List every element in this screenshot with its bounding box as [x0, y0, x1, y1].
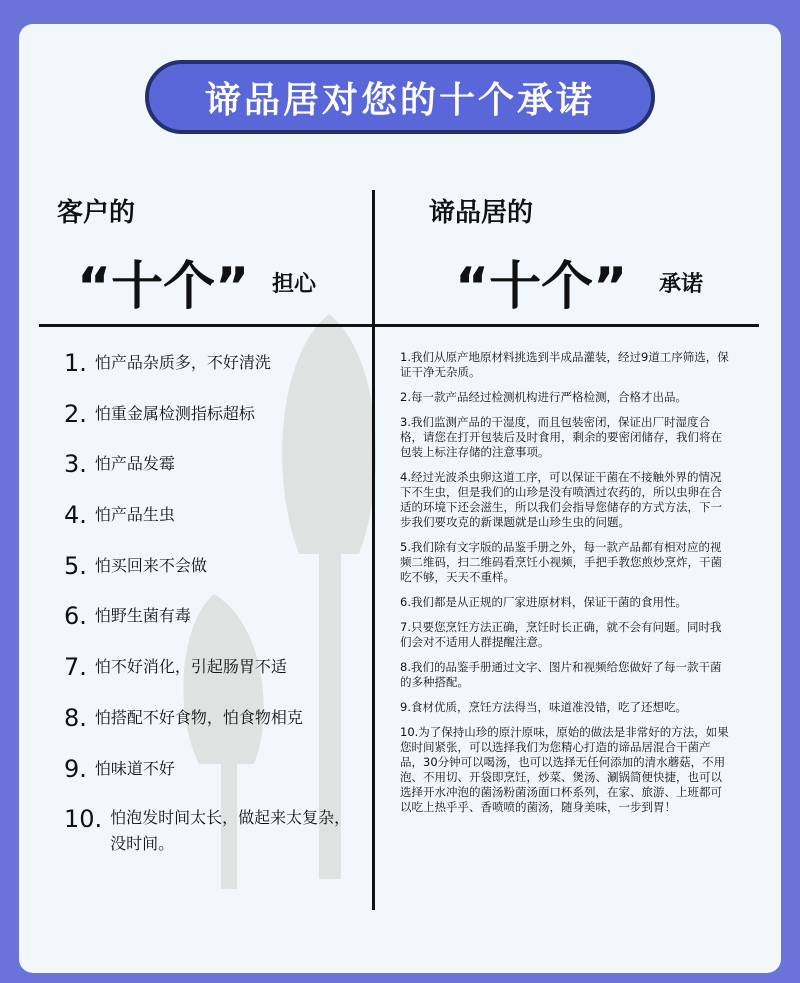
- list-item: 5. 怕买回来不会做: [64, 551, 207, 580]
- left-header-line1: 客户的: [57, 198, 136, 228]
- right-header-big: “十个”: [455, 257, 628, 317]
- title-banner: [145, 60, 655, 134]
- list-item: 3.我们监测产品的干湿度，而且包装密闭，保证出厂时湿度合格，请您在打开包装后及时食用，剩余的要密闭储存，我们将在包装上标注存储的注意事项。: [400, 415, 722, 459]
- list-item: 2.每一款产品经过检测机构进行严格检测，合格才出品。: [400, 390, 687, 404]
- list-item: 4. 怕产品生虫: [64, 501, 175, 530]
- promises-list: [400, 350, 730, 825]
- content-panel: [19, 24, 781, 973]
- list-item: 5.我们除有文字版的品鉴手册之外，每一款产品都有相对应的视频二维码，扫二维码看烹饪小视频，手把手教您煎炒烹炸，干菌吃不够，天天不重样。: [400, 540, 722, 584]
- list-item: 8. 怕搭配不好食物，怕食物相克: [64, 703, 303, 732]
- list-item: 4.经过光波杀虫卵这道工序，可以保证干菌在不接触外界的情况下不生虫，但是我们的山珍是没有喷洒过农药的，所以虫卵在合适的环境下还会滋生，所以我们会指导您储存的方式方法，下一步我们要攻克的新课题就是山珍生虫的问题。: [400, 470, 722, 529]
- right-header-line1: 谛品居的: [429, 198, 534, 228]
- list-item: 8.我们的品鉴手册通过文字、图片和视频给您做好了每一款干菌的多种搭配。: [400, 660, 722, 689]
- list-item: 9.食材优质，烹饪方法得当，味道准没错，吃了还想吃。: [400, 700, 687, 714]
- horizontal-divider: [39, 324, 759, 327]
- list-item: 3. 怕产品发霉: [64, 450, 175, 479]
- right-header-suffix: 承诺: [659, 272, 704, 297]
- list-item: 7.只要您烹饪方法正确，烹饪时长正确，就不会有问题。同时我们会对不适用人群提醒注意。: [400, 620, 722, 649]
- page-title: 谛品居对您的十个承诺: [204, 79, 595, 121]
- list-item: 6.我们都是从正规的厂家进原材料，保证干菌的食用性。: [400, 595, 687, 609]
- worries-list: [64, 349, 364, 857]
- list-item: 1.我们从原产地原材料挑选到半成品灌装，经过9道工序筛选，保证干净无杂质。: [400, 350, 729, 379]
- list-item: 2. 怕重金属检测指标超标: [64, 399, 255, 428]
- list-item: 1. 怕产品杂质多，不好清洗: [64, 349, 271, 377]
- left-header-big: “十个”: [77, 257, 250, 317]
- vertical-divider: [372, 190, 375, 910]
- list-item: 10. 怕泡发时间太长，做起来太复杂，没时间。: [64, 805, 351, 854]
- list-item: 9. 怕味道不好: [64, 754, 175, 783]
- list-item: 6. 怕野生菌有毒: [64, 602, 191, 631]
- left-header-suffix: 担心: [272, 272, 317, 297]
- list-item: 10.为了保持山珍的原汁原味，原始的做法是非常好的方法，如果您时间紧张，可以选择我们为您精心打造的谛品居混合干菌产品，30分钟可以喝汤，也可以选择无任何添加的清水蘑菇，不用泡、不用切、开袋即烹饪，炒菜、煲汤、涮锅简便快捷，也可以选择开水冲泡的菌汤粉菌汤面口杯系列，在家、旅游、上班都可以吃上热乎乎、香喷喷的菌汤，随身美味，一步到胃！: [400, 725, 729, 814]
- list-item: 7. 怕不好消化，引起肠胃不适: [64, 653, 287, 682]
